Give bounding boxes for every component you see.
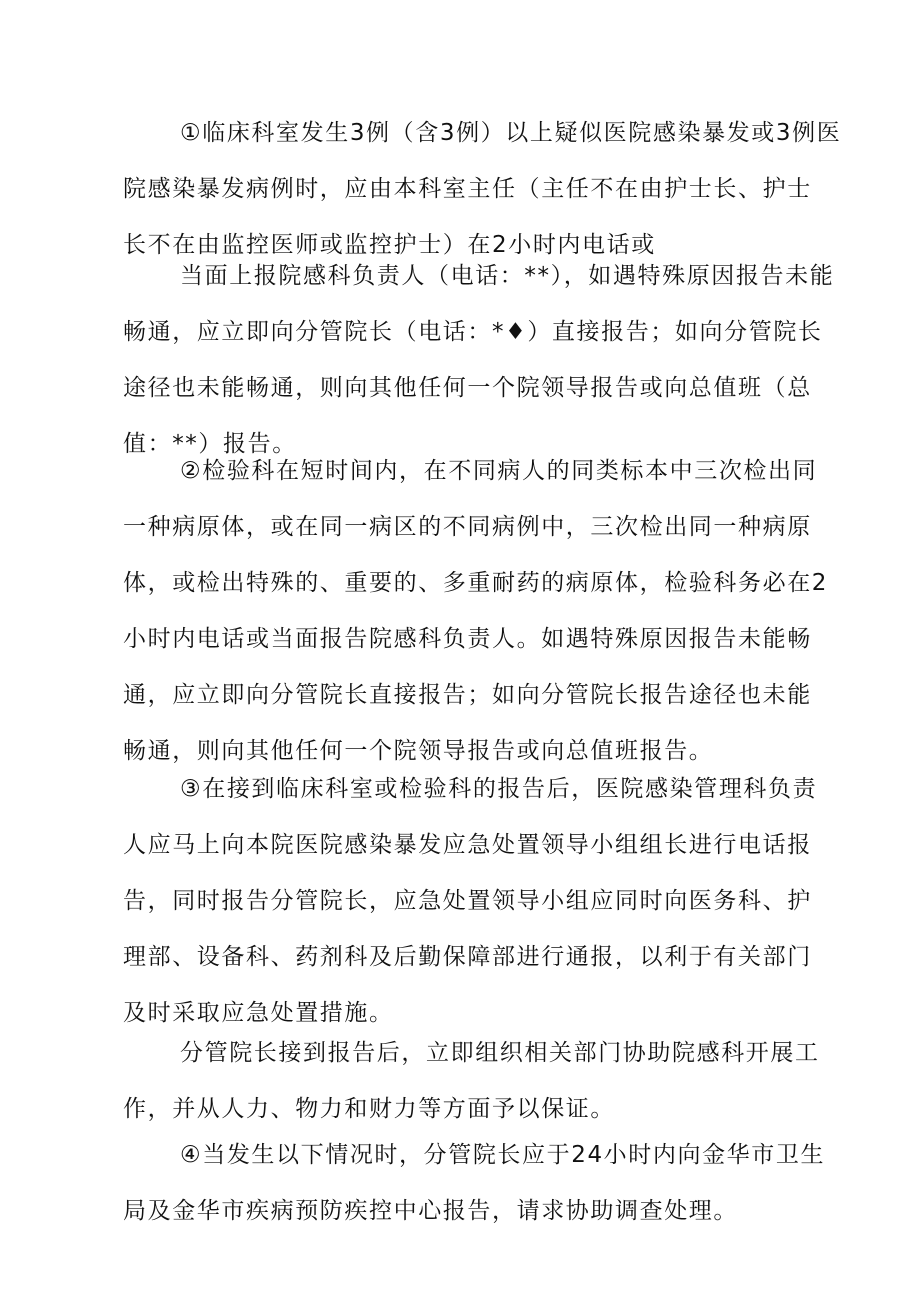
text-line: 一种病原体，或在同一病区的不同病例中，三次检出同一种病原 [123,514,812,540]
text-line: 当面上报院感科负责人（电话：**），如遇特殊原因报告未能 [180,263,835,289]
paragraph-lab-report [123,443,829,779]
text-line: 局及金华市疾病预防疾控中心报告，请求协助调查处理。 [123,1198,738,1224]
text-line: 长不在由监控医师或监控护士）在2小时内电话或 [123,232,656,258]
text-line: 分管院长接到报告后，立即组织相关部门协助院感科开展工 [180,1040,820,1066]
text-line: ④当发生以下情况时，分管院长应于24小时内向金华市卫生 [180,1142,826,1168]
paragraph-onsite-report [123,248,835,472]
paragraph-management-report [123,761,818,1041]
text-line: 通，应立即向分管院长直接报告；如向分管院长报告途径也未能 [123,682,812,708]
text-line: 值：**）报告。 [123,431,297,457]
text-line: ②检验科在短时间内，在不同病人的同类标本中三次检出同 [180,458,818,484]
text-line: 畅通，则向其他任何一个院领导报告或向总值班报告。 [123,738,714,764]
text-line: 院感染暴发病例时，应由本科室主任（主任不在由护士长、护士 [123,176,812,202]
text-line: ①临床科室发生3例（含3例）以上疑似医院感染暴发或3例医 [180,120,842,146]
paragraph-external-report [123,1127,826,1239]
text-line: 小时内电话或当面报告院感科负责人。如遇特殊原因报告未能畅 [123,626,812,652]
paragraph-director-response [123,1025,820,1137]
text-line: 作，并从人力、物力和财力等方面予以保证。 [123,1096,615,1122]
text-line: ③在接到临床科室或检验科的报告后，医院感染管理科负责 [180,776,818,802]
text-line: 告，同时报告分管院长，应急处置领导小组应同时向医务科、护 [123,888,812,914]
text-line: 理部、设备科、药剂科及后勤保障部进行通报，以利于有关部门 [123,944,812,970]
text-line: 畅通，应立即向分管院长（电话：*♦）直接报告；如向分管院长 [123,319,823,345]
text-line: 途径也未能畅通，则向其他任何一个院领导报告或向总值班（总 [123,375,812,401]
text-line: 体，或检出特殊的、重要的、多重耐药的病原体，检验科务必在2 [123,570,829,596]
text-line: 及时采取应急处置措施。 [123,1000,394,1026]
text-line: 人应马上向本院医院感染暴发应急处置领导小组组长进行电话报 [123,832,812,858]
